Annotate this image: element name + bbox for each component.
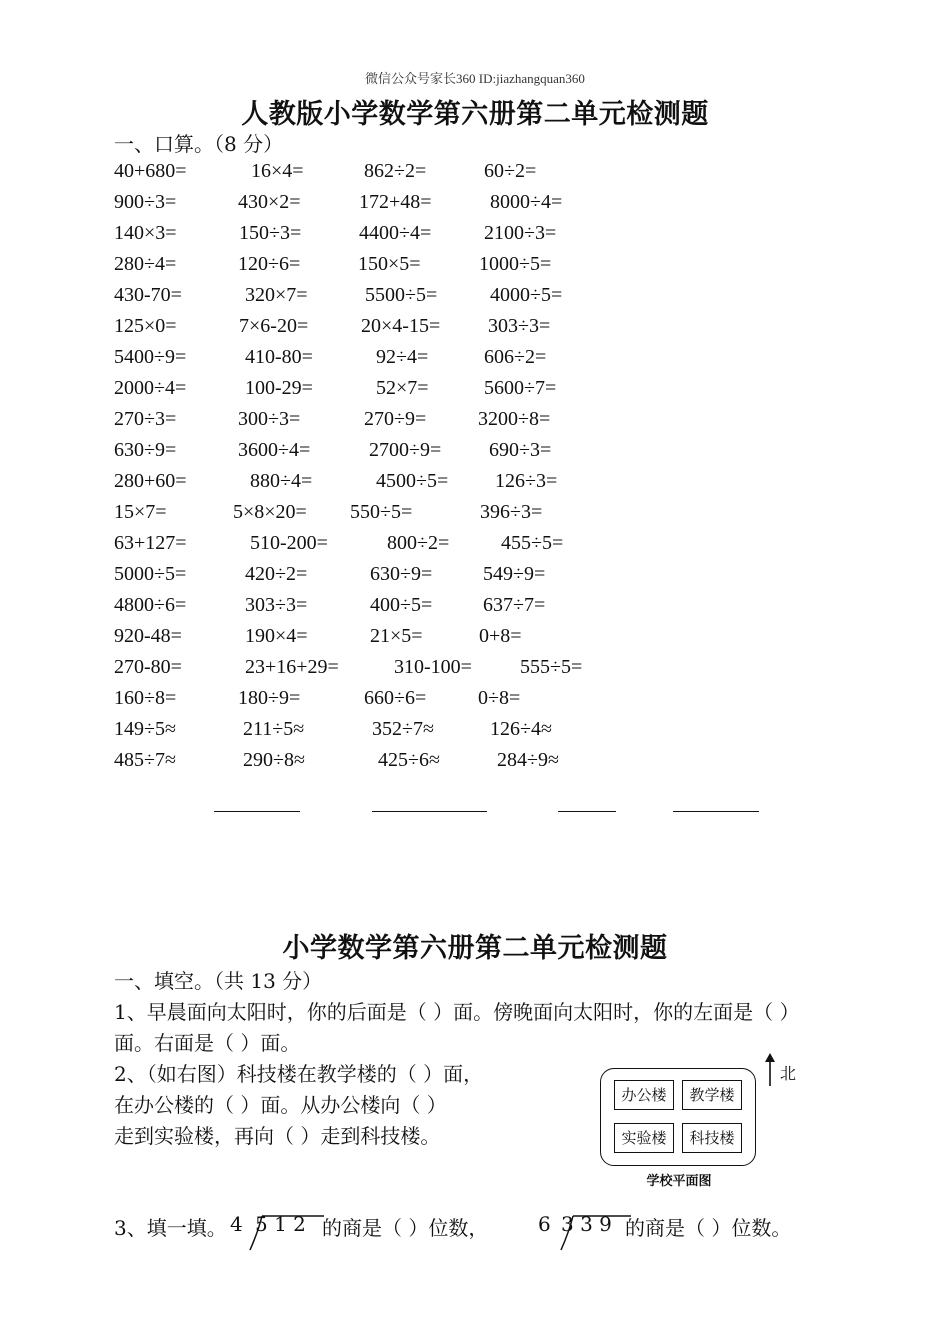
oral-problem: 7×6-20= <box>239 315 309 337</box>
oral-problem: 92÷4= <box>376 346 429 368</box>
oral-problem: 4400÷4= <box>359 222 432 244</box>
oral-problem: 21×5= <box>370 625 423 647</box>
oral-problem: 23+16+29= <box>245 656 339 678</box>
oral-problem: 100-29= <box>245 377 313 399</box>
oral-problem: 303÷3= <box>245 594 308 616</box>
oral-problem: 280÷4= <box>114 253 177 275</box>
question-1-line-1: 1、早晨面向太阳时，你的后面是（ ）面。傍晚面向太阳时，你的左面是（ ） <box>114 1000 800 1024</box>
oral-problem: 510-200= <box>250 532 328 554</box>
question-2-line-3: 走到实验楼，再向（ ）走到科技楼。 <box>114 1124 441 1148</box>
oral-problem: 3600÷4= <box>238 439 311 461</box>
oral-problem: 862÷2= <box>364 160 427 182</box>
oral-problem: 270÷3= <box>114 408 177 430</box>
oral-problem: 284÷9≈ <box>497 749 559 771</box>
oral-problem: 430-70= <box>114 284 182 306</box>
oral-problem: 52×7= <box>376 377 429 399</box>
oral-problem: 211÷5≈ <box>243 718 305 740</box>
oral-problem: 126÷3= <box>495 470 558 492</box>
oral-problem: 150×5= <box>358 253 421 275</box>
question-1-line-2: 面。右面是（ ）面。 <box>114 1031 301 1055</box>
oral-problem: 140×3= <box>114 222 177 244</box>
oral-problem: 5600÷7= <box>484 377 557 399</box>
division-1-divisor: 4 <box>230 1212 243 1236</box>
building-lab: 实验楼 <box>614 1123 674 1153</box>
oral-problem: 8000÷4= <box>490 191 563 213</box>
oral-problem: 690÷3= <box>489 439 552 461</box>
oral-problem: 290÷8≈ <box>243 749 305 771</box>
oral-problem: 2100÷3= <box>484 222 557 244</box>
building-office: 办公楼 <box>614 1080 674 1110</box>
division-bracket-icon <box>246 1212 326 1252</box>
oral-problem: 630÷9= <box>370 563 433 585</box>
building-teaching: 教学楼 <box>682 1080 742 1110</box>
oral-problem: 549÷9= <box>483 563 546 585</box>
oral-problem: 920-48= <box>114 625 182 647</box>
oral-problem: 3200÷8= <box>478 408 551 430</box>
oral-problem: 60÷2= <box>484 160 537 182</box>
oral-problem: 20×4-15= <box>361 315 441 337</box>
oral-problem: 180÷9= <box>238 687 301 709</box>
oral-problem: 4000÷5= <box>490 284 563 306</box>
oral-problem: 396÷3= <box>480 501 543 523</box>
page-title: 人教版小学数学第六册第二单元检测题 <box>241 99 709 130</box>
division-2-divisor: 6 <box>538 1212 551 1236</box>
answer-blank-line <box>372 811 487 812</box>
question-3-lead: 3、填一填。 <box>114 1216 227 1240</box>
oral-problem: 310-100= <box>394 656 472 678</box>
second-title: 小学数学第六册第二单元检测题 <box>282 933 668 964</box>
section-oral-heading: 一、口算。（8 分） <box>114 132 284 156</box>
oral-problem: 420÷2= <box>245 563 308 585</box>
oral-problem: 125×0= <box>114 315 177 337</box>
oral-problem: 555÷5= <box>520 656 583 678</box>
oral-problem: 410-80= <box>245 346 313 368</box>
oral-problem: 5000÷5= <box>114 563 187 585</box>
oral-problem: 630÷9= <box>114 439 177 461</box>
oral-problem: 172+48= <box>359 191 432 213</box>
north-arrow-icon <box>762 1052 778 1088</box>
oral-problem: 606÷2= <box>484 346 547 368</box>
oral-problem: 270-80= <box>114 656 182 678</box>
oral-problem: 280+60= <box>114 470 187 492</box>
oral-problem: 63+127= <box>114 532 187 554</box>
oral-problem: 40+680= <box>114 160 187 182</box>
oral-problem: 150÷3= <box>239 222 302 244</box>
oral-problem: 15×7= <box>114 501 167 523</box>
question-2-line-2: 在办公楼的（ ）面。从办公楼向（ ） <box>114 1093 447 1117</box>
question-2-line-1: 2、（如右图）科技楼在教学楼的（ ）面， <box>114 1062 484 1086</box>
oral-problem: 4800÷6= <box>114 594 187 616</box>
answer-blank-line <box>558 811 616 812</box>
oral-problem: 352÷7≈ <box>372 718 434 740</box>
oral-problem: 400÷5= <box>370 594 433 616</box>
oral-problem: 303÷3= <box>488 315 551 337</box>
oral-problem: 2000÷4= <box>114 377 187 399</box>
header-note: 微信公众号家长360 ID:jiazhangquan360 <box>365 71 585 86</box>
north-label: 北 <box>780 1064 797 1083</box>
school-map <box>600 1068 756 1166</box>
oral-problem: 485÷7≈ <box>114 749 176 771</box>
division-1-dividend: 5 1 2 <box>255 1212 306 1236</box>
oral-problem: 126÷4≈ <box>490 718 552 740</box>
question-3-middle: 的商是（ ）位数， <box>322 1216 489 1240</box>
map-caption: 学校平面图 <box>646 1174 712 1189</box>
section-fill-heading: 一、填空。（共 13 分） <box>114 969 323 993</box>
oral-problem: 4500÷5= <box>376 470 449 492</box>
oral-problem: 160÷8= <box>114 687 177 709</box>
oral-problem: 800÷2= <box>387 532 450 554</box>
oral-problem: 16×4= <box>251 160 304 182</box>
oral-problem: 637÷7= <box>483 594 546 616</box>
oral-problem: 149÷5≈ <box>114 718 176 740</box>
oral-problem: 5×8×20= <box>233 501 307 523</box>
oral-problem: 0÷8= <box>478 687 521 709</box>
question-3-tail: 的商是（ ）位数。 <box>625 1216 792 1240</box>
oral-problem: 0+8= <box>479 625 522 647</box>
division-2-dividend: 3 3 9 <box>561 1212 612 1236</box>
building-science: 科技楼 <box>682 1123 742 1153</box>
oral-problem: 430×2= <box>238 191 301 213</box>
oral-problem: 1000÷5= <box>479 253 552 275</box>
oral-problem: 320×7= <box>245 284 308 306</box>
oral-problem: 425÷6≈ <box>378 749 440 771</box>
oral-problem: 5400÷9= <box>114 346 187 368</box>
oral-problem: 900÷3= <box>114 191 177 213</box>
oral-problem: 880÷4= <box>250 470 313 492</box>
oral-problem: 270÷9= <box>364 408 427 430</box>
oral-problem: 660÷6= <box>364 687 427 709</box>
oral-problem: 5500÷5= <box>365 284 438 306</box>
answer-blank-line <box>673 811 759 812</box>
oral-problem: 550÷5= <box>350 501 413 523</box>
oral-problem: 300÷3= <box>238 408 301 430</box>
oral-problem: 190×4= <box>245 625 308 647</box>
oral-problem: 120÷6= <box>238 253 301 275</box>
oral-problem: 2700÷9= <box>369 439 442 461</box>
answer-blank-line <box>214 811 300 812</box>
oral-problem: 455÷5= <box>501 532 564 554</box>
